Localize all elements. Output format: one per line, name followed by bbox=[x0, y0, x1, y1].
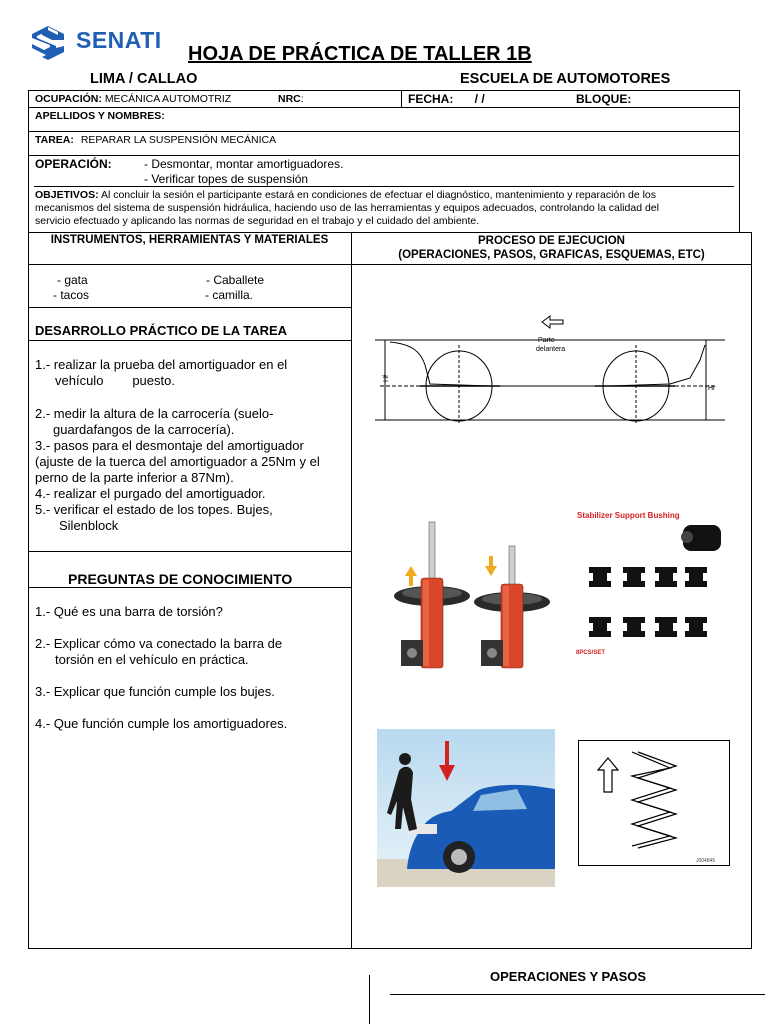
fecha-slashes: / / bbox=[474, 92, 485, 106]
tool-item: - gata bbox=[57, 273, 88, 287]
footer-divider bbox=[369, 975, 370, 1024]
desarrollo-line: 4.- realizar el purgado del amortiguador. bbox=[35, 486, 266, 501]
footer-underline bbox=[390, 994, 765, 995]
pregunta-line: 4.- Que función cumple los amortiguadores. bbox=[35, 716, 288, 731]
vehicle-height-diagram bbox=[370, 310, 730, 435]
spring-code: J004845 bbox=[696, 858, 716, 864]
proceso-header-title: PROCESO DE EJECUCION bbox=[478, 235, 625, 247]
desarrollo-list bbox=[35, 357, 347, 534]
stabilizer-bushings-image bbox=[573, 507, 731, 657]
objetivos-line: servicio efectuado y aplicando las normas de seguridad en el trabajo y el cuidado del ambiente. bbox=[35, 215, 480, 227]
instrumentos-header: INSTRUMENTOS, HERRAMIENTAS Y MATERIALES bbox=[50, 234, 329, 246]
objetivos-line: mecanismos del sistema de suspensión hidráulica, haciendo uso de las herramientas y equipos adecuados, controlando la calidad del bbox=[35, 202, 659, 214]
fecha-label: FECHA: bbox=[408, 92, 454, 106]
bloque-label: BLOQUE: bbox=[576, 92, 632, 106]
desarrollo-header: DESARROLLO PRÁCTICO DE LA TAREA bbox=[35, 323, 288, 338]
shock-absorber-right bbox=[474, 546, 550, 668]
operacion-item: - Verificar topes de suspensión bbox=[144, 172, 309, 186]
proceso-header bbox=[351, 234, 752, 262]
operacion-label: OPERACIÓN: bbox=[35, 157, 112, 171]
bushings-icon bbox=[573, 507, 731, 657]
fecha-field[interactable] bbox=[408, 92, 485, 106]
hf-label: Hf bbox=[383, 375, 390, 382]
nrc-label: NRC bbox=[278, 93, 301, 105]
operaciones-pasos-label: OPERACIONES Y PASOS bbox=[490, 969, 647, 984]
pregunta-line: torsión en el vehículo en práctica. bbox=[55, 652, 249, 667]
objetivos-label: OBJETIVOS: bbox=[35, 189, 99, 201]
bushing-row-bottom bbox=[589, 617, 707, 637]
tool-item: - camilla. bbox=[205, 288, 254, 302]
desarrollo-line: (ajuste de la tuerca del amortiguador a 25Nm y el bbox=[35, 454, 320, 469]
objetivos-line: Al concluir la sesión el participante estará en condiciones de efectuar el diagnóstico, mantenimiento y reparación de los bbox=[100, 189, 657, 201]
operacion-list bbox=[144, 157, 343, 187]
nrc-colon: : bbox=[300, 93, 304, 105]
preguntas-list bbox=[35, 604, 347, 732]
apellidos-label: APELLIDOS Y NOMBRES: bbox=[35, 110, 165, 122]
car-bounce-test-image bbox=[377, 729, 555, 887]
senati-logo bbox=[28, 24, 168, 64]
shock-absorbers-illustration bbox=[385, 518, 550, 673]
bushing-row-top bbox=[589, 567, 707, 587]
bushing-caption: 8PCS/SET bbox=[576, 650, 606, 656]
tool-item: - Caballete bbox=[206, 273, 265, 287]
shock-absorber-left bbox=[394, 522, 470, 668]
ocupacion-row bbox=[35, 93, 231, 105]
objetivos-block bbox=[35, 189, 735, 228]
parte-label: Parte bbox=[538, 337, 555, 344]
location-label: LIMA / CALLAO bbox=[90, 71, 198, 87]
desarrollo-line: 1.- realizar la prueba del amortiguador en el bbox=[35, 357, 288, 372]
school-label: ESCUELA DE AUTOMOTORES bbox=[460, 71, 671, 87]
logo-text: SENATI bbox=[76, 27, 162, 53]
nrc-field[interactable] bbox=[278, 93, 304, 105]
hr-label: Hr bbox=[708, 385, 716, 392]
tarea-label: TAREA: bbox=[35, 134, 74, 146]
pregunta-line: 2.- Explicar cómo va conectado la barra de bbox=[35, 636, 283, 651]
pregunta-line: 3.- Explicar que función cumple los bujes. bbox=[35, 684, 275, 699]
desarrollo-line: 2.- medir la altura de la carrocería (suelo- bbox=[35, 406, 274, 421]
proceso-header-subtitle: (OPERACIONES, PASOS, GRAFICAS, ESQUEMAS, ETC) bbox=[398, 249, 705, 261]
tool-item: - tacos bbox=[53, 288, 90, 302]
ocupacion-label: OCUPACIÓN: bbox=[35, 93, 102, 105]
delantera-label: delantera bbox=[536, 346, 566, 353]
page-title: HOJA DE PRÁCTICA DE TALLER 1B bbox=[188, 43, 532, 65]
senati-logo-icon bbox=[28, 24, 68, 62]
desarrollo-line: guardafangos de la carrocería). bbox=[53, 422, 235, 437]
desarrollo-line: 5.- verificar el estado de los topes. Bujes, bbox=[35, 502, 273, 517]
pregunta-line: 1.- Qué es una barra de torsión? bbox=[35, 604, 223, 619]
spring-diagram bbox=[578, 740, 730, 866]
bloque-field[interactable] bbox=[576, 92, 631, 106]
bushing-title: Stabilizer Support Bushing bbox=[577, 511, 680, 520]
operacion-item: - Desmontar, montar amortiguadores. bbox=[144, 157, 344, 171]
tarea-value: REPARAR LA SUSPENSIÓN MECÁNICA bbox=[80, 134, 277, 146]
tarea-row bbox=[35, 134, 276, 146]
desarrollo-line: Silenblock bbox=[59, 518, 119, 533]
desarrollo-line: perno de la parte inferior a 87Nm). bbox=[35, 470, 234, 485]
desarrollo-line: vehículo puesto. bbox=[55, 373, 175, 388]
preguntas-header: PREGUNTAS DE CONOCIMIENTO bbox=[68, 571, 293, 587]
desarrollo-line: 3.- pasos para el desmontaje del amortiguador bbox=[35, 438, 304, 453]
ocupacion-value: MECÁNICA AUTOMOTRIZ bbox=[104, 93, 232, 105]
